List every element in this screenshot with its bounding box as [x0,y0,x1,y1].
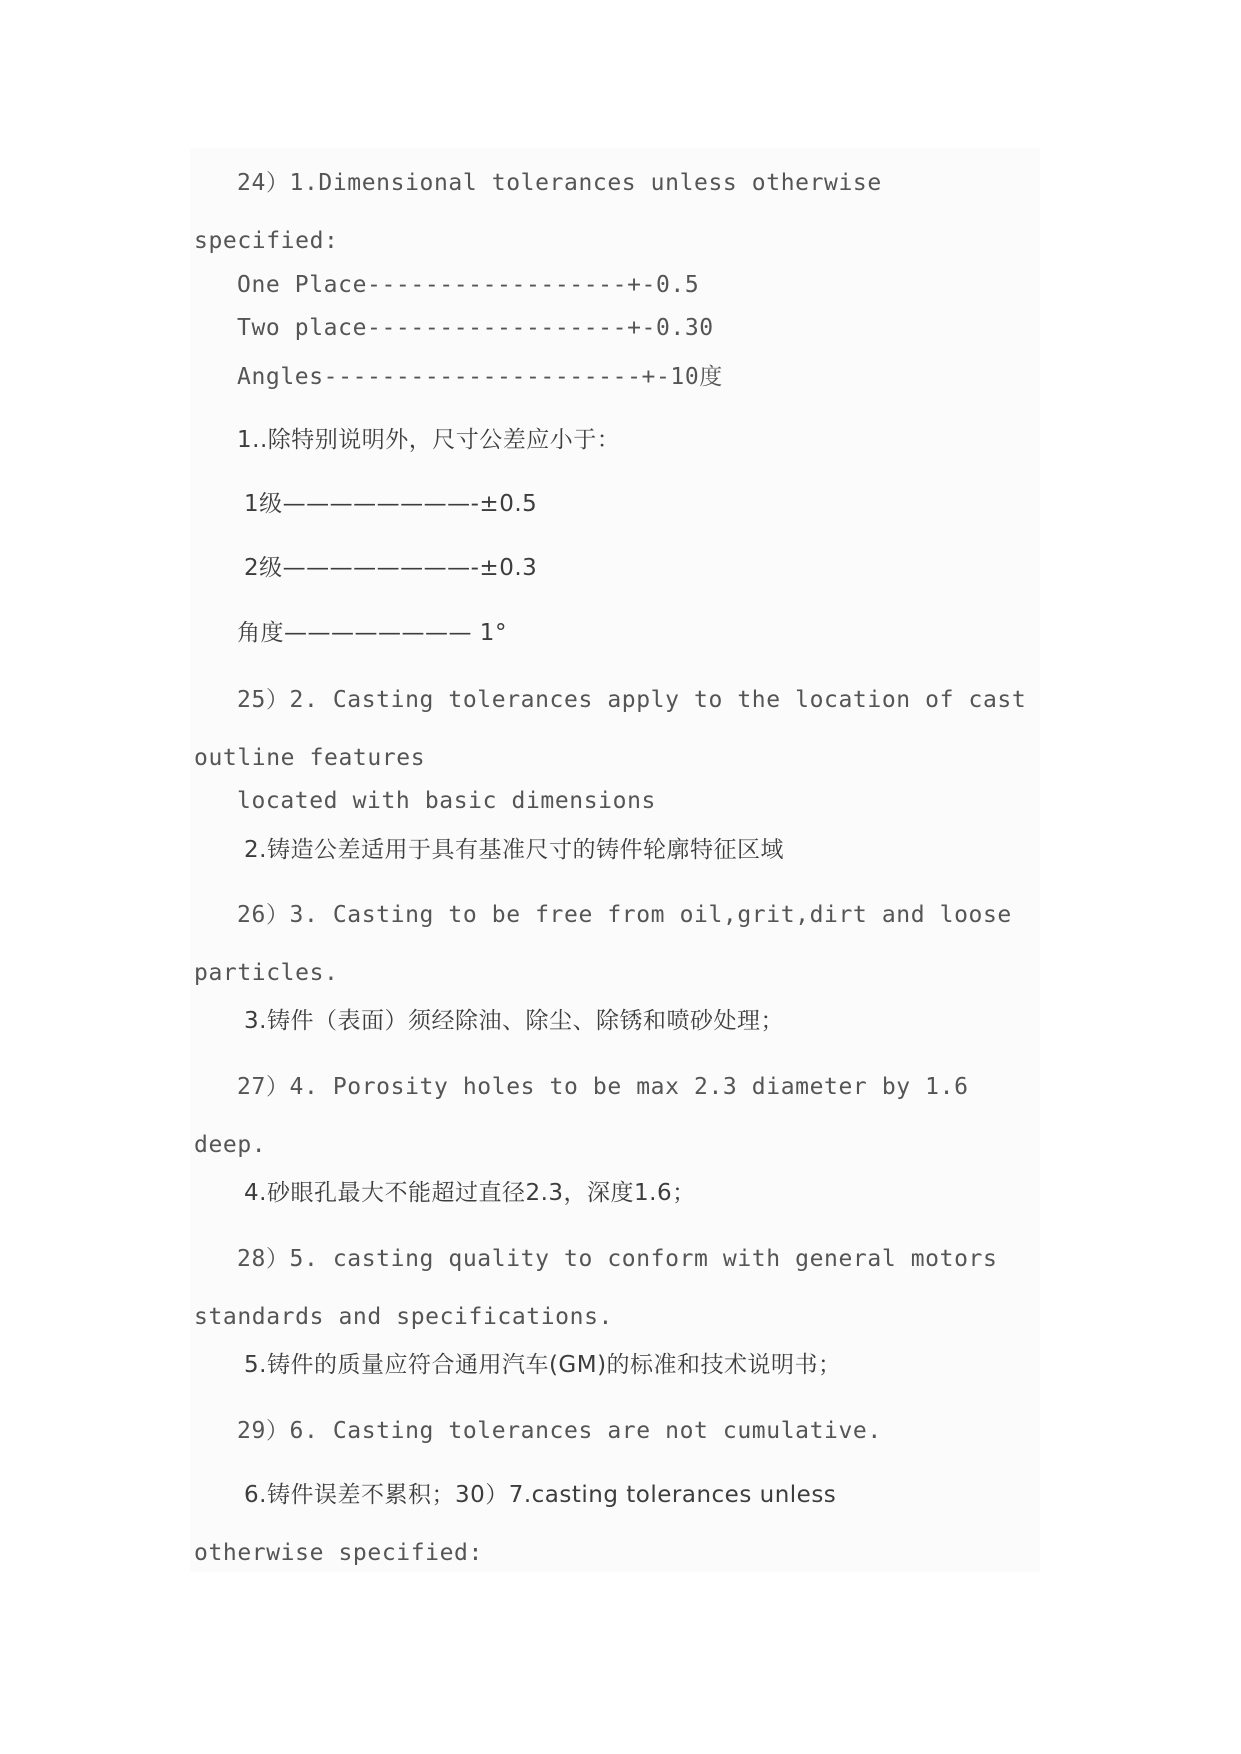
paragraph-line: deep. [194,1132,267,1158]
paragraph-line: One Place------------------+-0.5 [237,272,700,298]
paragraph-line: particles. [194,960,339,986]
paragraph-line: Two place------------------+-0.30 [237,315,714,341]
paragraph-line: 6.铸件误差不累积；30）7.casting tolerances unless [244,1482,837,1508]
paragraph-line: 3.铸件（表面）须经除油、除尘、除锈和喷砂处理； [244,1008,784,1034]
paragraph-line: 4.砂眼孔最大不能超过直径2.3，深度1.6； [244,1180,696,1206]
paragraph-line: outline features [194,745,426,771]
paragraph-line: 29）6. Casting tolerances are not cumulative. [237,1418,882,1444]
paragraph-line: 28）5. casting quality to conform with general motors [237,1246,998,1272]
paragraph-line: 24）1.Dimensional tolerances unless otherwise [237,170,882,196]
paragraph-line: 5.铸件的质量应符合通用汽车(GM)的标准和技术说明书； [244,1352,842,1378]
paragraph-line: 25）2. Casting tolerances apply to the location of cast [237,687,1027,713]
paragraph-line: 角度———————— 1° [237,620,507,646]
paragraph-line: specified: [194,228,339,254]
paragraph-line: 26）3. Casting to be free from oil,grit,dirt and loose [237,902,1012,928]
paragraph-line: 1级————————-±0.5 [244,491,538,517]
paragraph-line: Angles----------------------+-10度 [237,364,723,390]
paragraph-line: 2.铸造公差适用于具有基准尺寸的铸件轮廓特征区域 [244,837,784,863]
paragraph-line: standards and specifications. [194,1304,613,1330]
paragraph-line: 2级————————-±0.3 [244,555,538,581]
paragraph-line: located with basic dimensions [237,788,656,814]
paragraph-line: otherwise specified: [194,1540,483,1566]
paragraph-line: 27）4. Porosity holes to be max 2.3 diameter by 1.6 [237,1074,969,1100]
paragraph-line: 1..除特别说明外，尺寸公差应小于： [237,427,621,453]
